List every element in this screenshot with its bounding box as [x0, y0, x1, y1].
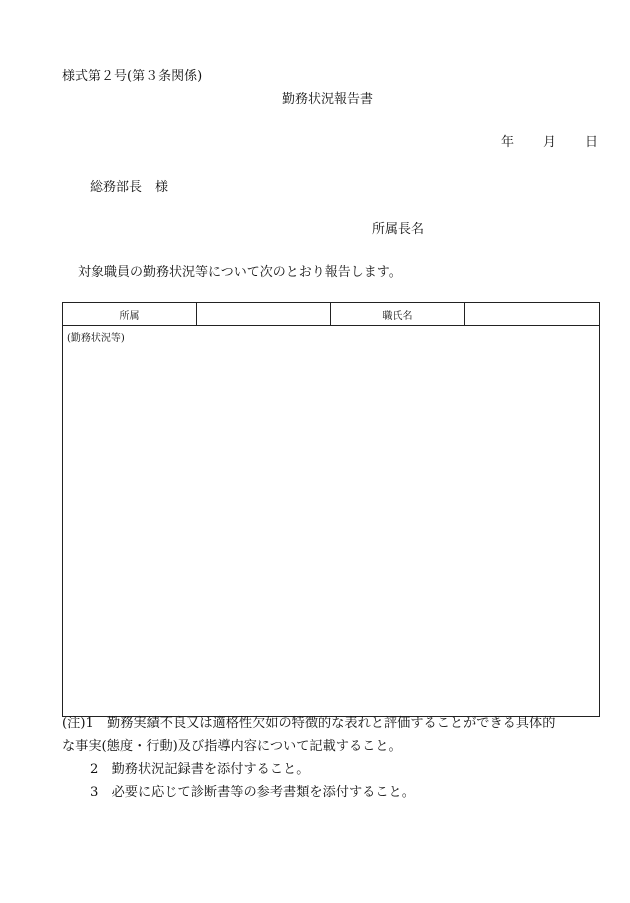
- report-table: [62, 302, 600, 717]
- notes-section: [62, 712, 602, 804]
- affiliation-label: 所属: [63, 303, 197, 326]
- table-header-row: [63, 303, 600, 326]
- note-2: 2 勤務状況記録書を添付すること。: [90, 762, 310, 777]
- date-day-label: 日: [585, 135, 599, 150]
- work-status-field[interactable]: [63, 326, 600, 717]
- affiliation-field[interactable]: [197, 303, 331, 326]
- note-1-continued: な事実(態度・行動)及び指導内容について記載すること。: [62, 739, 402, 754]
- note-1: (注)1 勤務実績不良又は適格性欠如の特徴的な表れと評価することができる具体的: [62, 716, 556, 731]
- note-3: 3 必要に応じて診断書等の参考書類を添付すること。: [90, 785, 415, 800]
- table-body-row: [63, 326, 600, 717]
- addressee: 総務部長 様: [90, 180, 169, 195]
- name-field[interactable]: [465, 303, 600, 326]
- document-title: 勤務状況報告書: [282, 92, 374, 107]
- name-label: 職氏名: [331, 303, 465, 326]
- date-year-label: 年: [501, 135, 515, 150]
- sender-label: 所属長名: [372, 222, 425, 237]
- form-number: 様式第２号(第３条関係): [62, 69, 203, 84]
- date-month-label: 月: [543, 135, 557, 150]
- intro-text: 対象職員の勤務状況等について次のとおり報告します。: [78, 265, 402, 280]
- work-status-label: (勤務状況等): [67, 333, 125, 344]
